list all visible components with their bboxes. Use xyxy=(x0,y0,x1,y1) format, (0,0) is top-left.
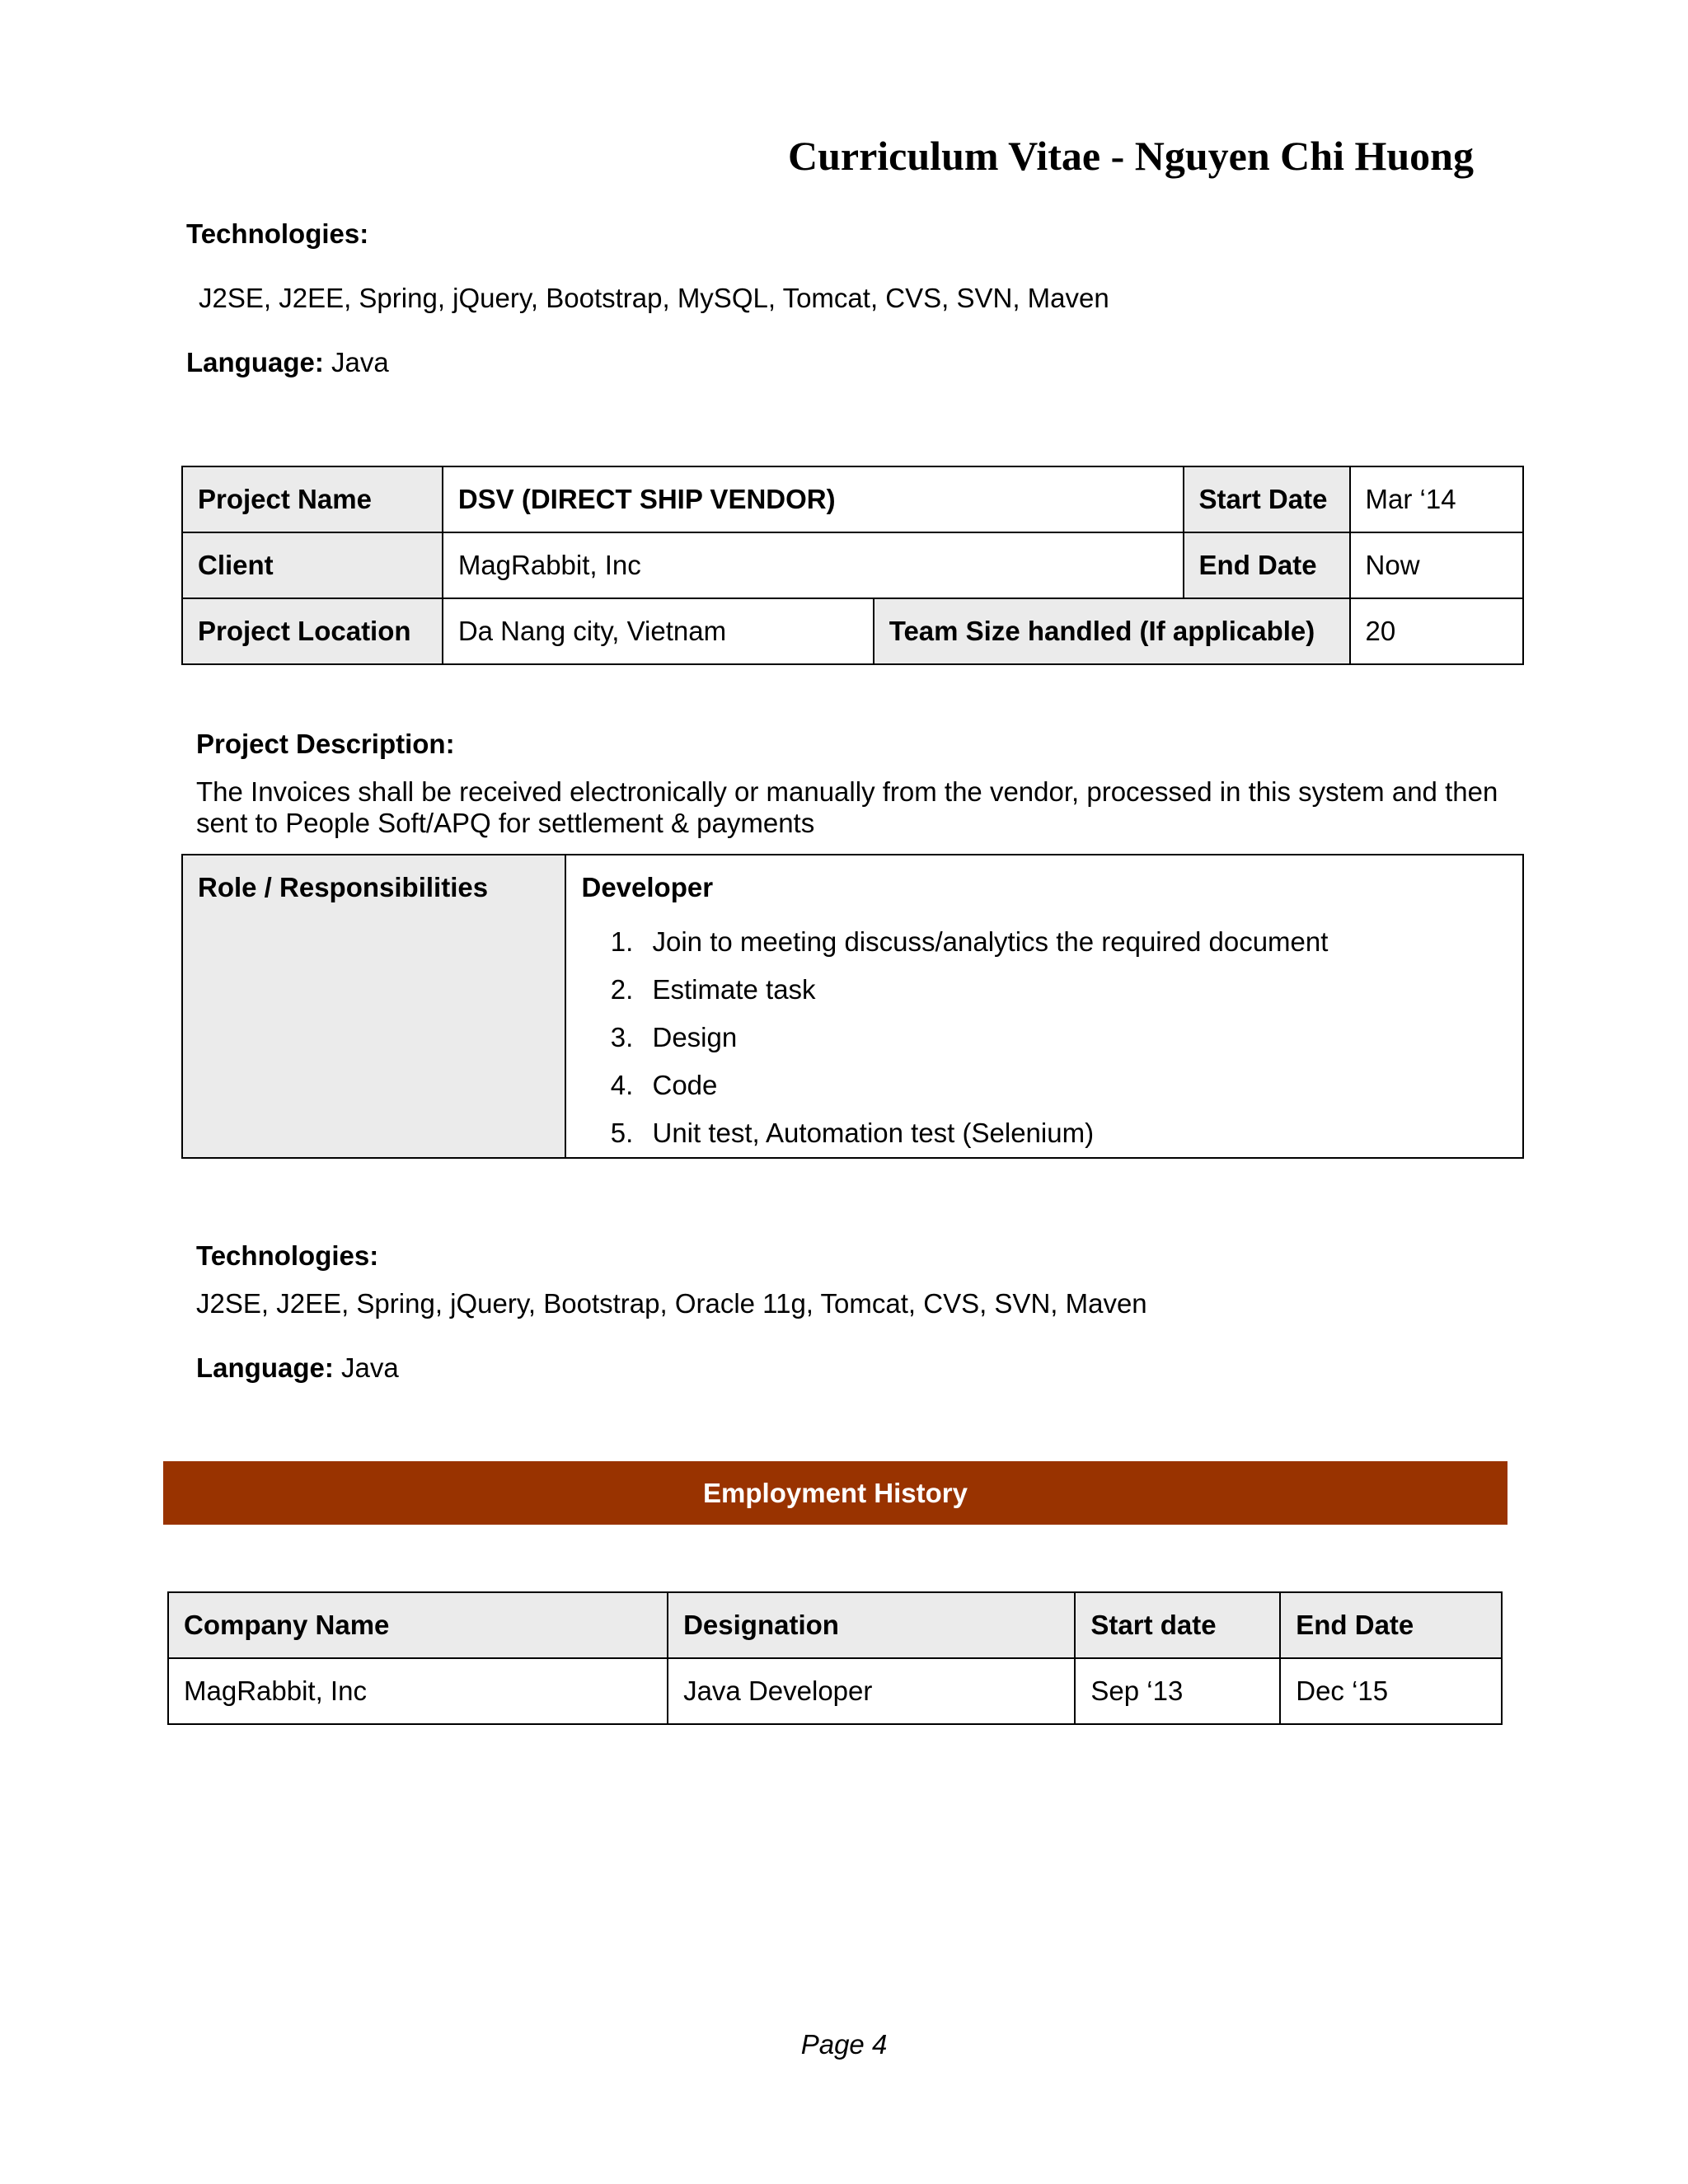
start-date-label: Start Date xyxy=(1184,466,1350,532)
project-location-value: Da Nang city, Vietnam xyxy=(443,598,874,664)
client-label: Client xyxy=(182,532,443,598)
start-date-value: Mar ‘14 xyxy=(1350,466,1523,532)
table-row xyxy=(182,598,1523,664)
language-line xyxy=(186,347,389,378)
project-description-line-1: The Invoices shall be received electronically or manually from the vendor, processed in this system and then xyxy=(196,776,1498,807)
company-name-cell: MagRabbit, Inc xyxy=(168,1658,668,1724)
page-number: Page 4 xyxy=(800,2029,888,2060)
technologies-value: J2SE, J2EE, Spring, jQuery, Bootstrap, MySQL, Tomcat, CVS, SVN, Maven xyxy=(199,283,1109,313)
employment-table xyxy=(167,1591,1503,1725)
list-item: 2. Estimate task xyxy=(640,966,1507,1014)
column-header: End Date xyxy=(1280,1592,1502,1658)
end-date-value: Now xyxy=(1350,532,1523,598)
project-language-label: Language: xyxy=(196,1352,334,1383)
team-size-value: 20 xyxy=(1350,598,1523,664)
end-date-label: End Date xyxy=(1184,532,1350,598)
employment-history-banner: Employment History xyxy=(163,1461,1507,1525)
designation-cell: Java Developer xyxy=(668,1658,1075,1724)
end-date-cell: Dec ‘15 xyxy=(1280,1658,1502,1724)
language-value: Java xyxy=(331,347,389,377)
language-label: Language: xyxy=(186,347,324,377)
table-row xyxy=(182,466,1523,532)
project-language-line xyxy=(196,1352,399,1384)
table-row xyxy=(168,1658,1502,1724)
column-header: Start date xyxy=(1075,1592,1280,1658)
page-title: Curriculum Vitae - Nguyen Chi Huong xyxy=(787,133,1474,179)
client-value: MagRabbit, Inc xyxy=(443,532,1184,598)
role-content xyxy=(565,855,1523,1158)
list-item: 3. Design xyxy=(640,1014,1507,1062)
project-technologies-label: Technologies: xyxy=(196,1240,379,1271)
list-item: 1. Join to meeting discuss/analytics the required document xyxy=(640,918,1507,966)
start-date-cell: Sep ‘13 xyxy=(1075,1658,1280,1724)
project-location-label: Project Location xyxy=(182,598,443,664)
project-name-label: Project Name xyxy=(182,466,443,532)
table-row xyxy=(182,532,1523,598)
table-row xyxy=(182,855,1523,1158)
technologies-label: Technologies: xyxy=(186,218,369,249)
project-name-value: DSV (DIRECT SHIP VENDOR) xyxy=(443,466,1184,532)
role-label: Role / Responsibilities xyxy=(182,855,565,1158)
project-table xyxy=(181,466,1524,665)
project-description-label: Project Description: xyxy=(196,729,455,759)
responsibility-list xyxy=(581,918,1507,1157)
list-item: 4. Code xyxy=(640,1062,1507,1109)
project-language-value: Java xyxy=(341,1352,399,1383)
role-table xyxy=(181,854,1524,1159)
team-size-label: Team Size handled (If applicable) xyxy=(874,598,1350,664)
column-header: Designation xyxy=(668,1592,1075,1658)
list-item: 5. Unit test, Automation test (Selenium) xyxy=(640,1109,1507,1157)
table-header-row xyxy=(168,1592,1502,1658)
project-description-line-2: sent to People Soft/APQ for settlement & payments xyxy=(196,808,815,838)
column-header: Company Name xyxy=(168,1592,668,1658)
role-title: Developer xyxy=(581,872,714,902)
project-technologies-value: J2SE, J2EE, Spring, jQuery, Bootstrap, Oracle 11g, Tomcat, CVS, SVN, Maven xyxy=(196,1288,1147,1319)
